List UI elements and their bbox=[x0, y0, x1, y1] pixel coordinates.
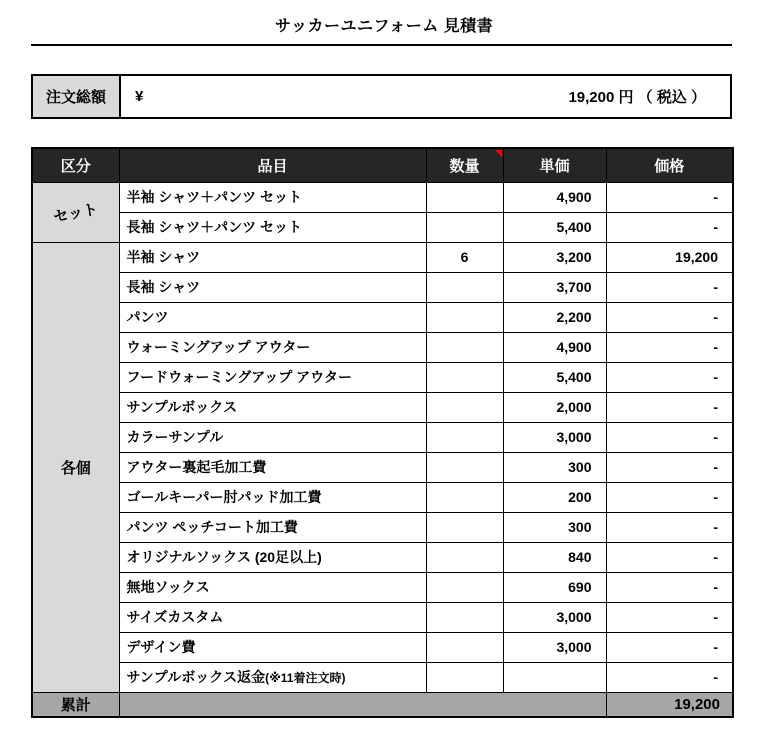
header-quantity bbox=[426, 148, 503, 182]
table-row bbox=[32, 542, 733, 572]
group-label-individual: 各個 bbox=[60, 459, 91, 477]
quantity-cell[interactable] bbox=[426, 182, 503, 212]
header-item: 品目 bbox=[119, 148, 426, 182]
group-label-set: セット bbox=[52, 200, 100, 226]
price-cell: 19,200 bbox=[606, 242, 733, 272]
order-total-box bbox=[31, 74, 732, 119]
quantity-cell[interactable] bbox=[426, 572, 503, 602]
header-quantity-label: 数量 bbox=[449, 157, 480, 175]
price-cell: - bbox=[606, 632, 733, 662]
title-underline bbox=[31, 44, 732, 46]
header-unit-price: 単価 bbox=[503, 148, 606, 182]
price-cell: - bbox=[606, 332, 733, 362]
unit-price-cell: 2,200 bbox=[503, 302, 606, 332]
unit-price-cell: 200 bbox=[503, 482, 606, 512]
total-spacer bbox=[119, 692, 606, 717]
quantity-cell[interactable] bbox=[426, 602, 503, 632]
quantity-cell[interactable] bbox=[426, 542, 503, 572]
quantity-cell[interactable] bbox=[426, 392, 503, 422]
price-cell: - bbox=[606, 512, 733, 542]
header-price: 価格 bbox=[606, 148, 733, 182]
item-cell: サイズカスタム bbox=[119, 602, 426, 632]
table-row bbox=[32, 362, 733, 392]
price-cell: - bbox=[606, 662, 733, 692]
unit-price-cell: 5,400 bbox=[503, 362, 606, 392]
item-label: サンプルボックス返金 bbox=[126, 669, 266, 685]
unit-price-cell: 840 bbox=[503, 542, 606, 572]
quantity-cell[interactable] bbox=[426, 212, 503, 242]
table-row bbox=[32, 212, 733, 242]
item-cell: カラーサンプル bbox=[119, 422, 426, 452]
table-row bbox=[32, 242, 733, 272]
item-cell: フードウォーミングアップ アウター bbox=[119, 362, 426, 392]
item-cell: ウォーミングアップ アウター bbox=[119, 332, 426, 362]
item-cell bbox=[119, 662, 426, 692]
unit-price-cell: 3,700 bbox=[503, 272, 606, 302]
price-cell: - bbox=[606, 602, 733, 632]
table-row bbox=[32, 602, 733, 632]
table-row bbox=[32, 392, 733, 422]
item-cell: 長袖 シャツ＋パンツ セット bbox=[119, 212, 426, 242]
quantity-cell[interactable] bbox=[426, 482, 503, 512]
item-cell: パンツ ペッチコート加工費 bbox=[119, 512, 426, 542]
quantity-cell[interactable] bbox=[426, 422, 503, 452]
group-cell-individual bbox=[32, 242, 119, 692]
item-cell: 長袖 シャツ bbox=[119, 272, 426, 302]
order-total-value bbox=[121, 76, 730, 117]
price-cell: - bbox=[606, 542, 733, 572]
table-row bbox=[32, 332, 733, 362]
table-row bbox=[32, 182, 733, 212]
price-cell: - bbox=[606, 422, 733, 452]
item-cell: 無地ソックス bbox=[119, 572, 426, 602]
table-row bbox=[32, 272, 733, 302]
unit-price-cell: 4,900 bbox=[503, 182, 606, 212]
unit-price-cell bbox=[503, 662, 606, 692]
group-cell-set bbox=[32, 182, 119, 242]
table-row bbox=[32, 452, 733, 482]
table-row bbox=[32, 422, 733, 452]
quantity-cell[interactable] bbox=[426, 302, 503, 332]
price-cell: - bbox=[606, 572, 733, 602]
table-row bbox=[32, 662, 733, 692]
quantity-cell[interactable] bbox=[426, 332, 503, 362]
item-note: (※11着注文時) bbox=[265, 671, 346, 685]
item-cell: アウター裏起毛加工費 bbox=[119, 452, 426, 482]
header-category: 区分 bbox=[32, 148, 119, 182]
unit-price-cell: 3,200 bbox=[503, 242, 606, 272]
item-cell: 半袖 シャツ bbox=[119, 242, 426, 272]
unit-price-cell: 3,000 bbox=[503, 422, 606, 452]
page-title: サッカーユニフォーム 見積書 bbox=[274, 18, 494, 35]
price-cell: - bbox=[606, 392, 733, 422]
price-cell: - bbox=[606, 212, 733, 242]
order-total-label: 注文総額 bbox=[33, 76, 121, 117]
item-cell: ゴールキーパー肘パッド加工費 bbox=[119, 482, 426, 512]
quotation-table bbox=[31, 147, 734, 718]
unit-price-cell: 300 bbox=[503, 512, 606, 542]
price-cell: - bbox=[606, 452, 733, 482]
unit-price-cell: 2,000 bbox=[503, 392, 606, 422]
quantity-cell[interactable] bbox=[426, 452, 503, 482]
quantity-cell[interactable] bbox=[426, 512, 503, 542]
quantity-cell[interactable] bbox=[426, 362, 503, 392]
total-label: 累計 bbox=[32, 692, 119, 717]
table-row bbox=[32, 512, 733, 542]
unit-price-cell: 5,400 bbox=[503, 212, 606, 242]
price-cell: - bbox=[606, 362, 733, 392]
item-cell: サンプルボックス bbox=[119, 392, 426, 422]
quantity-cell[interactable] bbox=[426, 662, 503, 692]
unit-price-cell: 690 bbox=[503, 572, 606, 602]
price-cell: - bbox=[606, 482, 733, 512]
unit-price-cell: 4,900 bbox=[503, 332, 606, 362]
item-cell: デザイン費 bbox=[119, 632, 426, 662]
comment-marker-icon bbox=[495, 150, 502, 157]
total-value: 19,200 bbox=[606, 692, 733, 717]
item-cell: 半袖 シャツ＋パンツ セット bbox=[119, 182, 426, 212]
unit-price-cell: 3,000 bbox=[503, 602, 606, 632]
table-row bbox=[32, 302, 733, 332]
price-cell: - bbox=[606, 302, 733, 332]
price-cell: - bbox=[606, 182, 733, 212]
table-row bbox=[32, 632, 733, 662]
quantity-cell[interactable] bbox=[426, 632, 503, 662]
quantity-cell[interactable]: 6 bbox=[426, 242, 503, 272]
item-cell: オリジナルソックス (20足以上) bbox=[119, 542, 426, 572]
unit-price-cell: 3,000 bbox=[503, 632, 606, 662]
table-row bbox=[32, 572, 733, 602]
quantity-cell[interactable] bbox=[426, 272, 503, 302]
order-total-amount: 19,200 円 （ 税込 ） bbox=[568, 89, 706, 106]
price-cell: - bbox=[606, 272, 733, 302]
table-header-row bbox=[32, 148, 733, 182]
total-row bbox=[32, 692, 733, 717]
table-row bbox=[32, 482, 733, 512]
unit-price-cell: 300 bbox=[503, 452, 606, 482]
item-cell: パンツ bbox=[119, 302, 426, 332]
currency-symbol: ¥ bbox=[135, 88, 144, 105]
